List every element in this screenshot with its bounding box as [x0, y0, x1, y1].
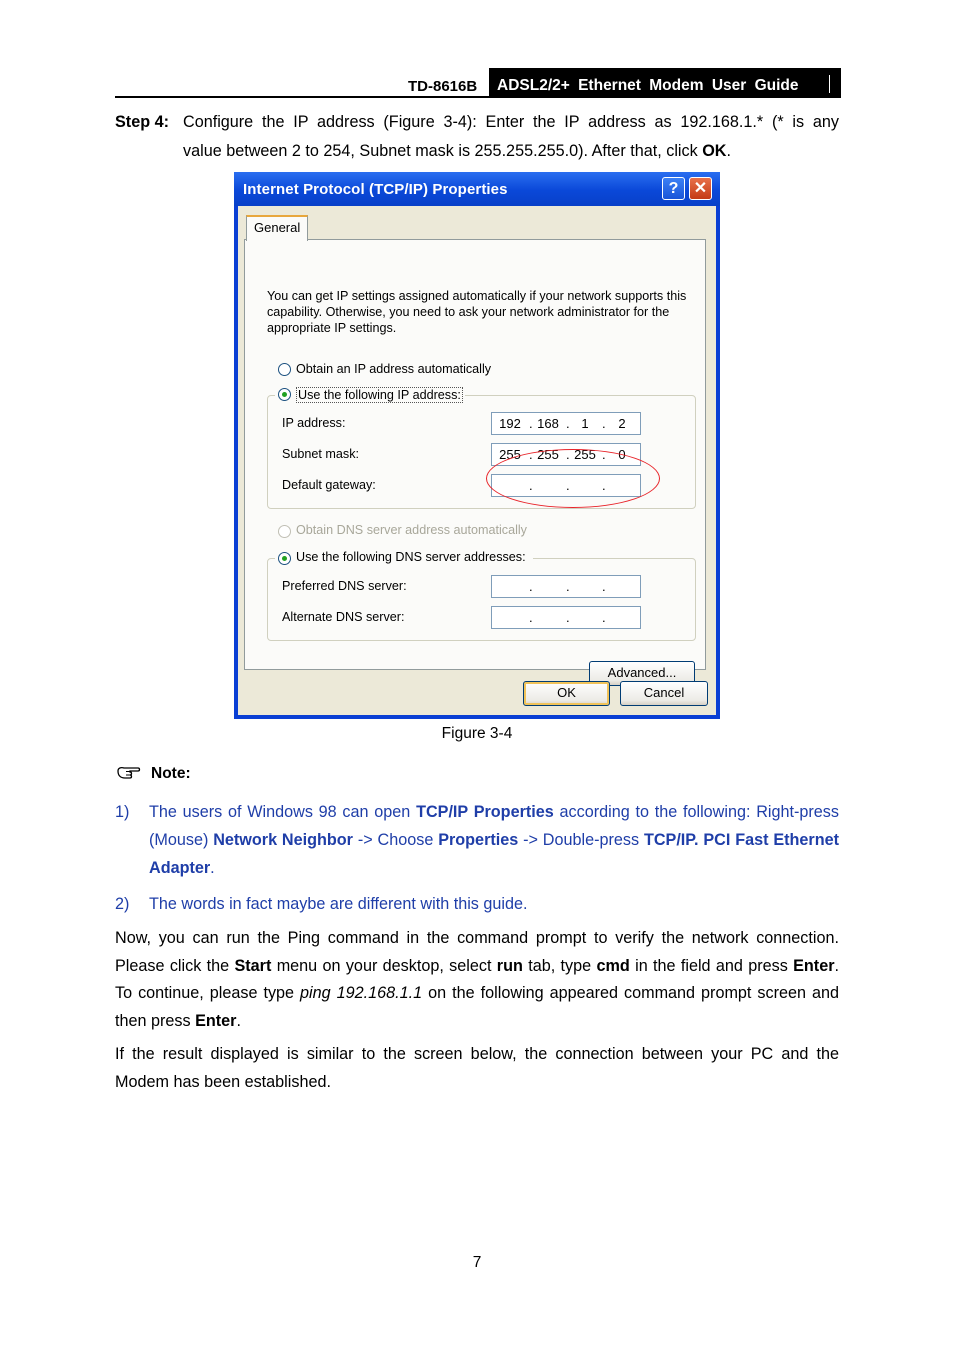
ip-address-input[interactable]: 192 . 168 . 1 . 2 [491, 412, 641, 435]
note-item-2-text: The words in fact maybe are different with this guide. [149, 895, 528, 913]
dialog-client-area [238, 206, 716, 715]
radio-obtain-dns-auto[interactable] [278, 525, 291, 538]
subnet-octet-3: 255 [574, 447, 596, 462]
radio-obtain-ip-auto[interactable] [278, 363, 291, 376]
step-line-1: Configure the IP address (Figure 3-4): Enter the IP address as 192.168.1.* (* is any [183, 113, 839, 131]
result-paragraph: If the result displayed is similar to the screen below, the connection between your PC and the Modem has been established. [115, 1045, 839, 1091]
help-button[interactable]: ? [662, 177, 685, 200]
intro-text: You can get IP settings assigned automatically if your network supports this capability. Otherwise, you need to ask your network administrator for the appropriate IP settings. [267, 289, 687, 335]
close-button[interactable]: ✕ [689, 177, 712, 200]
header-rule [115, 96, 841, 98]
alternate-dns-label: Alternate DNS server: [282, 610, 405, 624]
step-label: Step 4: [115, 113, 169, 131]
note-item-2-number: 2) [115, 895, 130, 913]
subnet-octet-1: 255 [499, 447, 521, 462]
step-ok-bold: OK [702, 142, 727, 160]
ip-octet-4: 2 [618, 416, 626, 431]
radio-use-dns-label[interactable]: Use the following DNS server addresses: [296, 550, 526, 564]
ip-octet-1: 192 [499, 416, 521, 431]
subnet-mask-input[interactable]: 255 . 255 . 255 . 0 [491, 443, 641, 466]
dialog-title: Internet Protocol (TCP/IP) Properties [243, 181, 508, 198]
preferred-dns-input[interactable]: . . . [491, 575, 641, 598]
header-divider [829, 75, 830, 93]
subnet-octet-4: 0 [618, 447, 626, 462]
general-tab-panel [244, 239, 706, 680]
note-label: Note: [151, 765, 191, 782]
figure-caption: Figure 3-4 [441, 725, 513, 742]
ip-octet-3: 1 [581, 416, 589, 431]
alternate-dns-input[interactable]: . . . [491, 606, 641, 629]
advanced-button[interactable]: Advanced... [589, 661, 695, 686]
tcpip-properties-dialog [234, 172, 720, 719]
ok-button[interactable]: OK [523, 681, 610, 706]
ping-instructions: Now, you can run the Ping command in the command prompt to verify the network connection. Please click the Start menu on your desktop, select run tab, type cmd in the field and press Enter. To continue, please type ping 192.168.1.1 on the following appeared command prompt screen and then press Enter. [115, 929, 840, 1030]
dialog-titlebar[interactable] [234, 172, 720, 206]
radio-obtain-ip-auto-label[interactable]: Obtain an IP address automatically [296, 362, 492, 376]
radio-use-ip[interactable] [278, 388, 291, 401]
ip-octet-2: 168 [537, 416, 559, 431]
subnet-octet-2: 255 [537, 447, 559, 462]
preferred-dns-label: Preferred DNS server: [282, 579, 407, 593]
tab-general[interactable]: General [246, 215, 308, 241]
pointing-hand-icon [116, 762, 142, 782]
subnet-mask-label: Subnet mask: [282, 447, 360, 461]
radio-obtain-dns-auto-label[interactable]: Obtain DNS server address automatically [296, 523, 527, 537]
radio-use-ip-label[interactable]: Use the following IP address: [298, 388, 461, 402]
cancel-button[interactable]: Cancel [620, 681, 708, 706]
default-gateway-label: Default gateway: [282, 478, 376, 492]
header-model: TD-8616B [408, 78, 478, 95]
header-title: ADSL2/2+ Ethernet Modem User Guide [497, 77, 799, 94]
page-number: 7 [472, 1254, 482, 1271]
radio-use-dns[interactable] [278, 552, 291, 565]
step-line-2: value between 2 to 254, Subnet mask is 255.255.255.0). After that, click OK. [183, 142, 731, 160]
ip-address-label: IP address: [282, 416, 346, 430]
note-item-1-number: 1) [115, 803, 130, 821]
default-gateway-input[interactable]: . . . [491, 474, 641, 497]
note-item-1-text: The users of Windows 98 can open TCP/IP Properties according to the following: Right-press (Mouse) Network Neighbor -> Choose Properties -> Double-press TCP/IP. PCI Fast Ethernet Adapter. [149, 803, 839, 877]
highlight-ellipse [486, 449, 660, 508]
